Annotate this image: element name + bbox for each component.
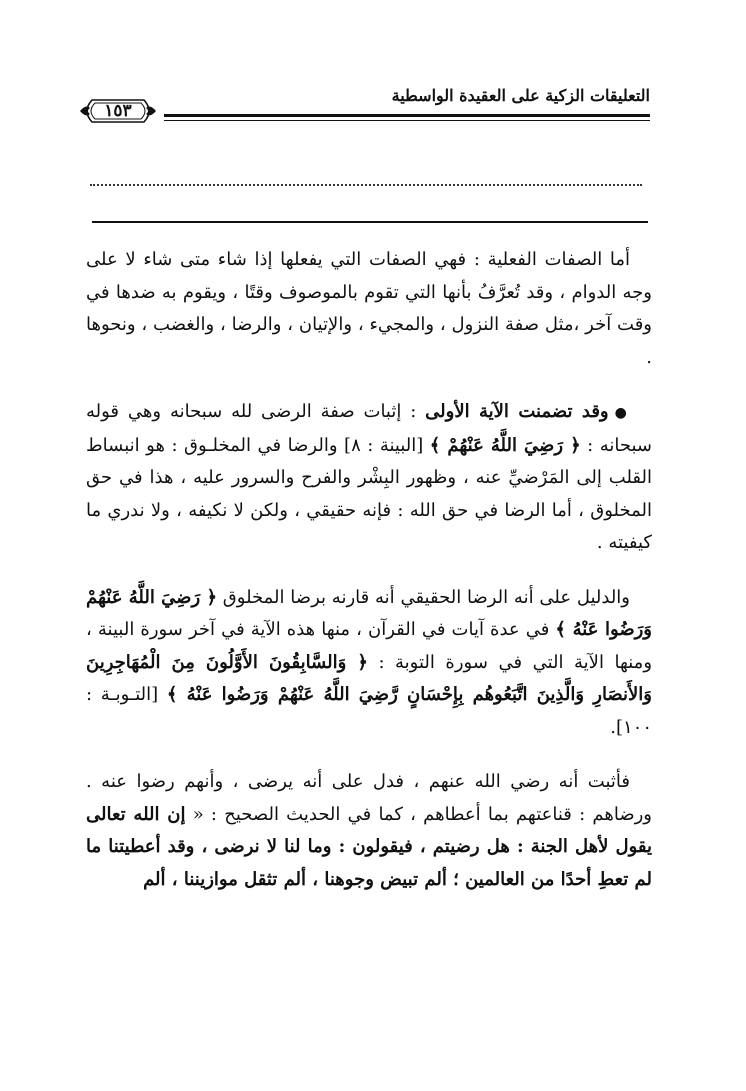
paragraph-hadith [86, 766, 652, 896]
quran-verse: ﴿ رَضِيَ اللَّهُ عَنْهُمْ وَرَضُوا عَنْهُ ﴾ [86, 586, 652, 640]
quran-verse: ﴿ وَالسَّابِقُونَ الأَوَّلُونَ مِنَ الْمُهَاجِرِينَ وَالأَنصَارِ وَالَّذِينَ اتَّبَعُوهُم بِإِحْسَانٍ رَّضِيَ اللَّهُ عَنْهُمْ وَرَضُوا عَنْهُ ﴾ [86, 651, 653, 705]
hadith-text: إن الله تعالى يقول لأهل الجنة : هل رضيتم ، فيقولون : وما لنا لا نرضى ، وقد أعطيتنا ما لم تعطِ أحدًا من العالمين ؛ ألم تبيض وجوهنا ، ألم تثقل موازيننا ، ألم [86, 803, 652, 890]
paragraph-evidence [86, 582, 652, 745]
header-rule-thin [164, 120, 650, 121]
text: [التـوبـة : ١٠٠]. [86, 684, 652, 738]
page-body [86, 244, 652, 916]
lead-text: وقد تضمنت الآية الأولى [425, 401, 609, 422]
page-number: ١٥٣ [104, 101, 132, 121]
bullet-icon: ● [614, 405, 630, 421]
text: والدليل على أنه الرضا الحقيقي أنه قارنه برضا المخلوق [217, 586, 631, 608]
dotted-separator [90, 172, 642, 186]
page-header [78, 80, 650, 130]
text: : إثبات صفة الرضى لله سبحانه وهي قوله سبحانه : [86, 401, 652, 456]
text: فأثبت أنه رضي الله عنهم ، فدل على أنه يرضى ، وأنهم رضوا عنه . ورضاهم : قناعتهم بما أعطاهم ، كما في الحديث الصحيح : « [86, 771, 653, 825]
header-rule [164, 114, 650, 117]
paragraph-first-verse [86, 396, 652, 560]
text: [البينة : ٨] والرضا في المخلـوق : هو انبساط القلب إلى المَرْضيِّ عنه ، وظهور البِشْر والفرح والسرور عليه ، هذا في حق المخلوق ، أما الرضا في حق الله : فإنه حقيقي ، ولكن لا نكيفه ، ولا ندري ما كيفيته . [86, 434, 652, 553]
page-number-badge [78, 96, 158, 126]
section-separator [92, 221, 648, 223]
quran-verse: ﴿ رَضِيَ اللَّهُ عَنْهُمْ ﴾ [429, 434, 581, 456]
book-title: التعليقات الزكية على العقيدة الواسطية [391, 86, 650, 105]
paragraph-actional-attributes: أما الصفات الفعلية : فهي الصفات التي يفعلها إذا شاء متى شاء لا على وجه الدوام ، وقد تُعرَّفُ بأنها التي تقوم بالموصوف وقتًا ، ويقوم به ضدها في وقت آخر ،مثل صفة النزول ، والمجيء ، والإتيان ، والرضا ، والغضب ، ونحوها . [86, 249, 653, 368]
text: في عدة آيات في القرآن ، منها هذه الآية في آخر سورة البينة ، ومنها الآية التي في سورة التوبة : [86, 619, 653, 673]
